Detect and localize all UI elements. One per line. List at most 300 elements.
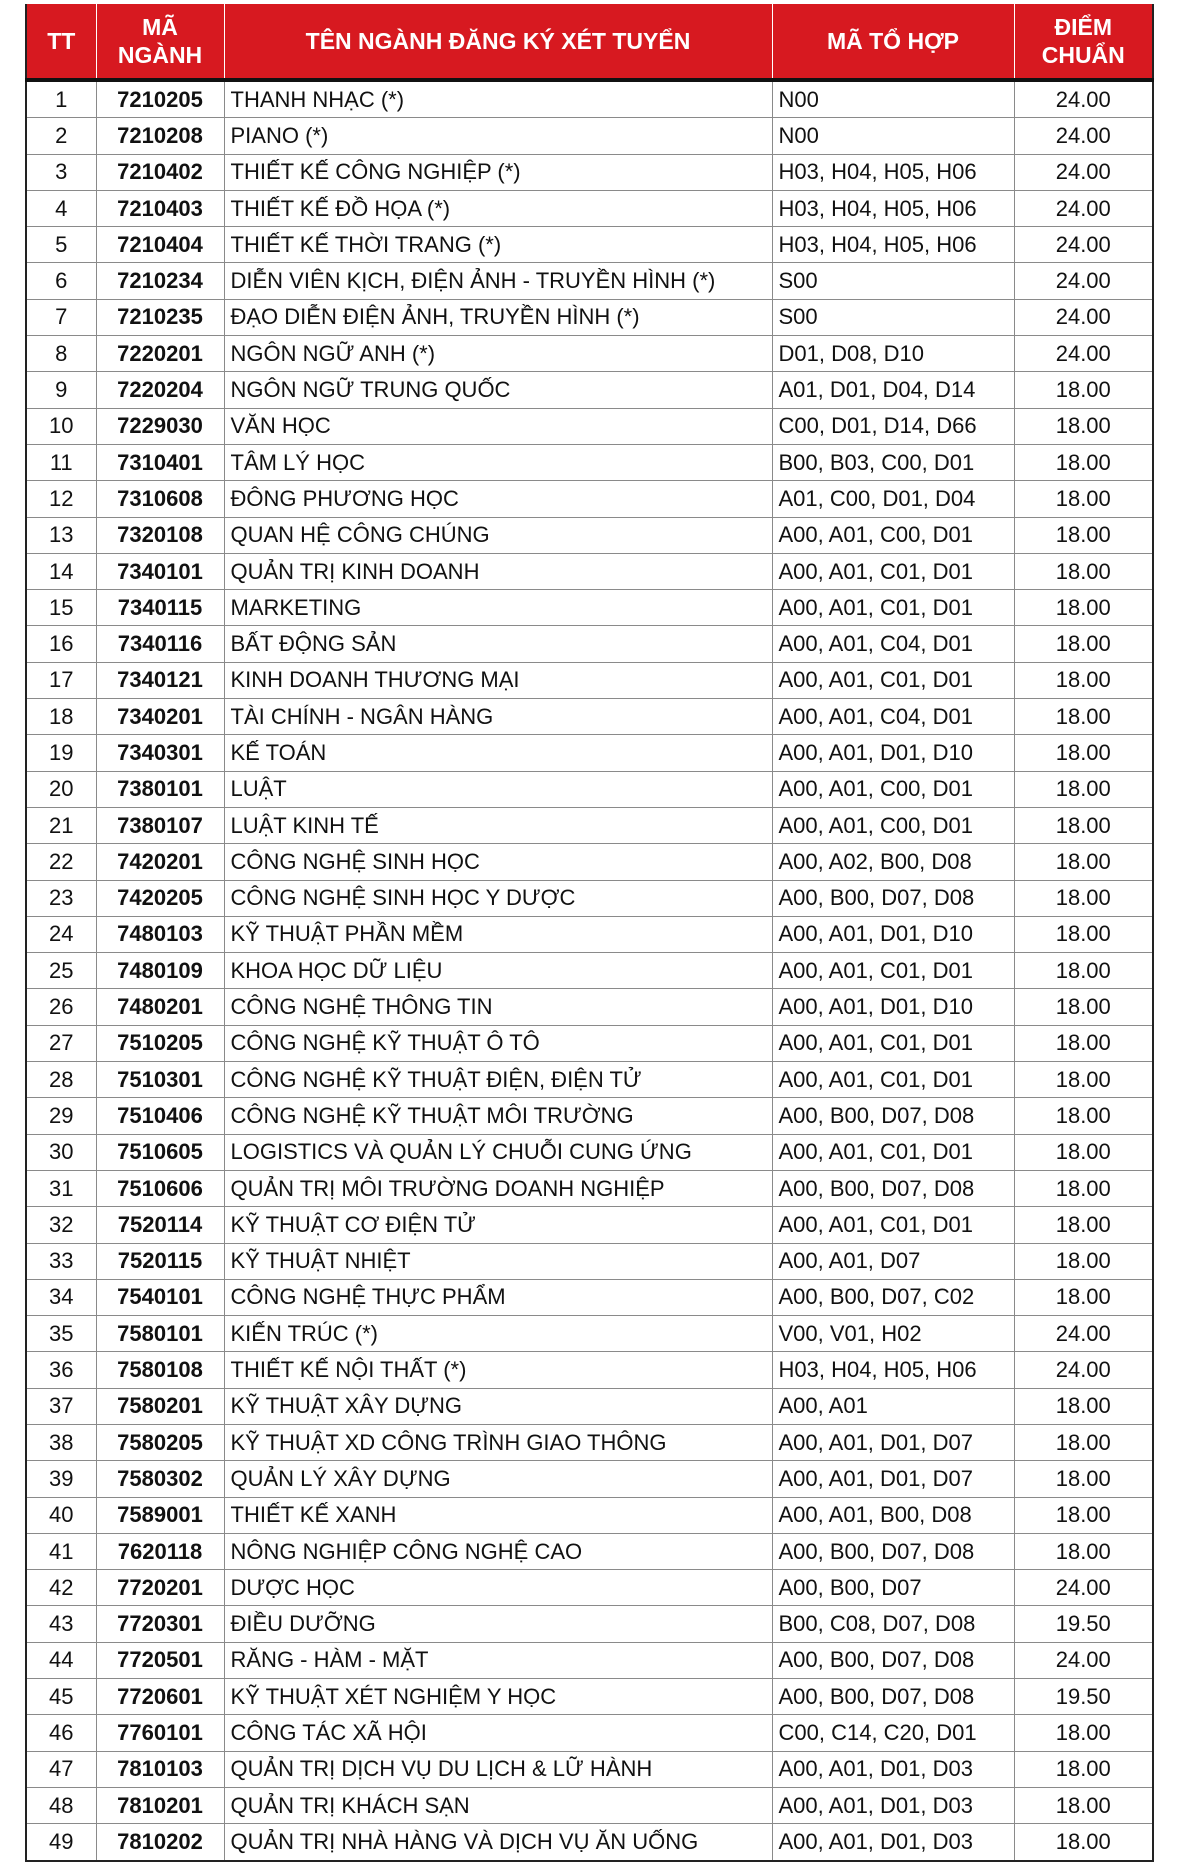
cell-ten-nganh: CÔNG NGHỆ SINH HỌC xyxy=(224,844,772,880)
table-row xyxy=(26,1570,1153,1606)
cell-tt: 32 xyxy=(26,1207,96,1243)
cell-ten-nganh: CÔNG NGHỆ THÔNG TIN xyxy=(224,989,772,1025)
cell-ten-nganh: QUAN HỆ CÔNG CHÚNG xyxy=(224,517,772,553)
cell-ten-nganh: TÀI CHÍNH - NGÂN HÀNG xyxy=(224,699,772,735)
table-row xyxy=(26,336,1153,372)
cell-tt: 12 xyxy=(26,481,96,517)
table-row xyxy=(26,1098,1153,1134)
header-to-hop-label: MÃ TỔ HỢP xyxy=(826,28,960,54)
cell-diem-chuan: 18.00 xyxy=(1014,807,1153,843)
header-ma-to-hop xyxy=(772,4,1014,80)
cell-tt: 36 xyxy=(26,1352,96,1388)
cell-ma-nganh: 7760101 xyxy=(96,1715,224,1751)
table-row xyxy=(26,444,1153,480)
table-row xyxy=(26,1170,1153,1206)
cell-ma-to-hop: N00 xyxy=(772,118,1014,154)
cell-ten-nganh: KỸ THUẬT XÉT NGHIỆM Y HỌC xyxy=(224,1679,772,1715)
cell-diem-chuan: 19.50 xyxy=(1014,1606,1153,1642)
cell-diem-chuan: 18.00 xyxy=(1014,1533,1153,1569)
cell-ten-nganh: KỸ THUẬT NHIỆT xyxy=(224,1243,772,1279)
table-row xyxy=(26,1787,1153,1823)
cell-ma-to-hop: A00, A01, C04, D01 xyxy=(772,699,1014,735)
cell-diem-chuan: 18.00 xyxy=(1014,1279,1153,1315)
cell-diem-chuan: 24.00 xyxy=(1014,154,1153,190)
cell-ma-to-hop: H03, H04, H05, H06 xyxy=(772,190,1014,226)
cell-tt: 4 xyxy=(26,190,96,226)
cell-ten-nganh: LUẬT KINH TẾ xyxy=(224,807,772,843)
cell-ma-nganh: 7510406 xyxy=(96,1098,224,1134)
cell-ma-to-hop: A00, A01, D07 xyxy=(772,1243,1014,1279)
cell-tt: 2 xyxy=(26,118,96,154)
cell-diem-chuan: 24.00 xyxy=(1014,263,1153,299)
cell-diem-chuan: 18.00 xyxy=(1014,1497,1153,1533)
cell-tt: 40 xyxy=(26,1497,96,1533)
cell-diem-chuan: 18.00 xyxy=(1014,1098,1153,1134)
table-row xyxy=(26,1134,1153,1170)
header-diem-line2: CHUẨN xyxy=(1041,42,1125,68)
cell-tt: 35 xyxy=(26,1316,96,1352)
admission-scores-table xyxy=(25,4,1154,1862)
table-row xyxy=(26,481,1153,517)
cell-ma-nganh: 7589001 xyxy=(96,1497,224,1533)
table-row xyxy=(26,1062,1153,1098)
cell-ma-nganh: 7510301 xyxy=(96,1062,224,1098)
cell-ma-to-hop: A01, C00, D01, D04 xyxy=(772,481,1014,517)
cell-ten-nganh: THIẾT KẾ ĐỒ HỌA (*) xyxy=(224,190,772,226)
cell-tt: 26 xyxy=(26,989,96,1025)
cell-diem-chuan: 18.00 xyxy=(1014,1715,1153,1751)
cell-diem-chuan: 24.00 xyxy=(1014,227,1153,263)
cell-ma-nganh: 7380107 xyxy=(96,807,224,843)
cell-ma-to-hop: A00, B00, D07, D08 xyxy=(772,1098,1014,1134)
cell-ten-nganh: CÔNG TÁC XÃ HỘI xyxy=(224,1715,772,1751)
cell-tt: 42 xyxy=(26,1570,96,1606)
cell-ma-to-hop: S00 xyxy=(772,299,1014,335)
cell-tt: 39 xyxy=(26,1461,96,1497)
table-row xyxy=(26,1424,1153,1460)
cell-ten-nganh: KỸ THUẬT PHẦN MỀM xyxy=(224,916,772,952)
cell-ma-nganh: 7220201 xyxy=(96,336,224,372)
cell-diem-chuan: 24.00 xyxy=(1014,299,1153,335)
cell-ten-nganh: QUẢN TRỊ DỊCH VỤ DU LỊCH & LỮ HÀNH xyxy=(224,1751,772,1787)
cell-tt: 8 xyxy=(26,336,96,372)
cell-ma-nganh: 7480103 xyxy=(96,916,224,952)
cell-ma-to-hop: A00, A01, C00, D01 xyxy=(772,517,1014,553)
table-row xyxy=(26,662,1153,698)
cell-diem-chuan: 18.00 xyxy=(1014,444,1153,480)
cell-ma-to-hop: A00, A01, C01, D01 xyxy=(772,590,1014,626)
cell-ten-nganh: NGÔN NGỮ TRUNG QUỐC xyxy=(224,372,772,408)
table-row xyxy=(26,626,1153,662)
cell-ten-nganh: THIẾT KẾ THỜI TRANG (*) xyxy=(224,227,772,263)
table-row xyxy=(26,1824,1153,1861)
cell-ma-to-hop: A00, A01, C00, D01 xyxy=(772,771,1014,807)
cell-tt: 45 xyxy=(26,1679,96,1715)
table-row xyxy=(26,771,1153,807)
table-row xyxy=(26,807,1153,843)
cell-ma-nganh: 7510606 xyxy=(96,1170,224,1206)
header-diem-chuan xyxy=(1014,4,1153,80)
cell-ma-to-hop: A00, A01, C01, D01 xyxy=(772,553,1014,589)
cell-ma-to-hop: A00, B00, D07, D08 xyxy=(772,1642,1014,1678)
cell-ma-nganh: 7420205 xyxy=(96,880,224,916)
cell-ma-to-hop: A00, A01, C01, D01 xyxy=(772,662,1014,698)
cell-tt: 16 xyxy=(26,626,96,662)
cell-ma-to-hop: A00, A01 xyxy=(772,1388,1014,1424)
table-row xyxy=(26,1497,1153,1533)
cell-ten-nganh: RĂNG - HÀM - MẶT xyxy=(224,1642,772,1678)
cell-ma-nganh: 7520115 xyxy=(96,1243,224,1279)
table-row xyxy=(26,553,1153,589)
cell-tt: 10 xyxy=(26,408,96,444)
cell-diem-chuan: 19.50 xyxy=(1014,1679,1153,1715)
cell-ma-nganh: 7480201 xyxy=(96,989,224,1025)
cell-ma-to-hop: C00, C14, C20, D01 xyxy=(772,1715,1014,1751)
cell-tt: 14 xyxy=(26,553,96,589)
table-row xyxy=(26,154,1153,190)
cell-ten-nganh: ĐẠO DIỄN ĐIỆN ẢNH, TRUYỀN HÌNH (*) xyxy=(224,299,772,335)
cell-diem-chuan: 18.00 xyxy=(1014,1388,1153,1424)
header-ma-line1: MÃ xyxy=(142,14,178,40)
cell-ten-nganh: LOGISTICS VÀ QUẢN LÝ CHUỖI CUNG ỨNG xyxy=(224,1134,772,1170)
cell-diem-chuan: 18.00 xyxy=(1014,1207,1153,1243)
cell-diem-chuan: 18.00 xyxy=(1014,553,1153,589)
cell-diem-chuan: 24.00 xyxy=(1014,1570,1153,1606)
cell-ten-nganh: KHOA HỌC DỮ LIỆU xyxy=(224,953,772,989)
cell-ten-nganh: BẤT ĐỘNG SẢN xyxy=(224,626,772,662)
cell-tt: 15 xyxy=(26,590,96,626)
cell-ten-nganh: PIANO (*) xyxy=(224,118,772,154)
cell-diem-chuan: 18.00 xyxy=(1014,844,1153,880)
cell-ma-to-hop: A00, B00, D07, C02 xyxy=(772,1279,1014,1315)
cell-ma-to-hop: B00, B03, C00, D01 xyxy=(772,444,1014,480)
table-row xyxy=(26,590,1153,626)
table-row xyxy=(26,1316,1153,1352)
cell-tt: 38 xyxy=(26,1424,96,1460)
cell-ma-to-hop: A00, A01, D01, D03 xyxy=(772,1751,1014,1787)
cell-ten-nganh: CÔNG NGHỆ THỰC PHẨM xyxy=(224,1279,772,1315)
cell-diem-chuan: 18.00 xyxy=(1014,517,1153,553)
table-row xyxy=(26,699,1153,735)
cell-ma-to-hop: A00, B00, D07, D08 xyxy=(772,1679,1014,1715)
cell-ma-nganh: 7580101 xyxy=(96,1316,224,1352)
cell-ma-to-hop: A00, A01, D01, D10 xyxy=(772,735,1014,771)
table-row xyxy=(26,1279,1153,1315)
cell-ma-to-hop: H03, H04, H05, H06 xyxy=(772,154,1014,190)
table-row xyxy=(26,1388,1153,1424)
header-ten-nganh xyxy=(224,4,772,80)
cell-ma-to-hop: A00, A01, D01, D10 xyxy=(772,989,1014,1025)
cell-ma-to-hop: A00, A01, C00, D01 xyxy=(772,807,1014,843)
cell-ma-nganh: 7210404 xyxy=(96,227,224,263)
cell-ma-nganh: 7210402 xyxy=(96,154,224,190)
cell-diem-chuan: 24.00 xyxy=(1014,1316,1153,1352)
header-diem-line1: ĐIỂM xyxy=(1054,14,1112,40)
cell-ma-to-hop: A00, A01, C01, D01 xyxy=(772,1207,1014,1243)
cell-ten-nganh: TÂM LÝ HỌC xyxy=(224,444,772,480)
cell-ma-nganh: 7580205 xyxy=(96,1424,224,1460)
cell-ten-nganh: KỸ THUẬT XD CÔNG TRÌNH GIAO THÔNG xyxy=(224,1424,772,1460)
cell-ten-nganh: VĂN HỌC xyxy=(224,408,772,444)
cell-ma-to-hop: A00, A01, C01, D01 xyxy=(772,1134,1014,1170)
cell-ten-nganh: QUẢN TRỊ KHÁCH SẠN xyxy=(224,1787,772,1823)
cell-diem-chuan: 24.00 xyxy=(1014,1642,1153,1678)
cell-ten-nganh: THIẾT KẾ XANH xyxy=(224,1497,772,1533)
cell-ma-to-hop: A00, A01, D01, D03 xyxy=(772,1824,1014,1861)
table-row xyxy=(26,1243,1153,1279)
cell-ten-nganh: THIẾT KẾ CÔNG NGHIỆP (*) xyxy=(224,154,772,190)
cell-ma-nganh: 7580108 xyxy=(96,1352,224,1388)
cell-tt: 13 xyxy=(26,517,96,553)
cell-ten-nganh: KINH DOANH THƯƠNG MẠI xyxy=(224,662,772,698)
cell-tt: 18 xyxy=(26,699,96,735)
cell-ten-nganh: MARKETING xyxy=(224,590,772,626)
cell-ten-nganh: KỸ THUẬT CƠ ĐIỆN TỬ xyxy=(224,1207,772,1243)
cell-ma-to-hop: S00 xyxy=(772,263,1014,299)
cell-ten-nganh: CÔNG NGHỆ KỸ THUẬT ĐIỆN, ĐIỆN TỬ xyxy=(224,1062,772,1098)
cell-tt: 9 xyxy=(26,372,96,408)
cell-tt: 5 xyxy=(26,227,96,263)
cell-ma-nganh: 7310401 xyxy=(96,444,224,480)
cell-tt: 21 xyxy=(26,807,96,843)
table-row xyxy=(26,1679,1153,1715)
cell-tt: 29 xyxy=(26,1098,96,1134)
cell-ma-to-hop: N00 xyxy=(772,80,1014,118)
cell-ma-to-hop: B00, C08, D07, D08 xyxy=(772,1606,1014,1642)
table-row xyxy=(26,844,1153,880)
cell-ma-nganh: 7210403 xyxy=(96,190,224,226)
cell-diem-chuan: 18.00 xyxy=(1014,880,1153,916)
cell-ten-nganh: ĐIỀU DƯỠNG xyxy=(224,1606,772,1642)
cell-diem-chuan: 18.00 xyxy=(1014,626,1153,662)
cell-ma-nganh: 7580302 xyxy=(96,1461,224,1497)
cell-tt: 48 xyxy=(26,1787,96,1823)
admission-scores-table-container xyxy=(25,4,1152,1862)
cell-ma-nganh: 7720201 xyxy=(96,1570,224,1606)
cell-tt: 33 xyxy=(26,1243,96,1279)
cell-ten-nganh: KIẾN TRÚC (*) xyxy=(224,1316,772,1352)
cell-tt: 41 xyxy=(26,1533,96,1569)
cell-tt: 44 xyxy=(26,1642,96,1678)
cell-ma-to-hop: A01, D01, D04, D14 xyxy=(772,372,1014,408)
cell-ma-nganh: 7340115 xyxy=(96,590,224,626)
table-row xyxy=(26,1207,1153,1243)
cell-ma-nganh: 7810202 xyxy=(96,1824,224,1861)
header-tt xyxy=(26,4,96,80)
cell-ma-nganh: 7380101 xyxy=(96,771,224,807)
cell-ten-nganh: NGÔN NGỮ ANH (*) xyxy=(224,336,772,372)
cell-ma-nganh: 7510605 xyxy=(96,1134,224,1170)
cell-tt: 34 xyxy=(26,1279,96,1315)
cell-ma-to-hop: A00, A01, C01, D01 xyxy=(772,953,1014,989)
cell-tt: 7 xyxy=(26,299,96,335)
table-row xyxy=(26,227,1153,263)
cell-diem-chuan: 18.00 xyxy=(1014,590,1153,626)
cell-diem-chuan: 18.00 xyxy=(1014,699,1153,735)
cell-diem-chuan: 24.00 xyxy=(1014,336,1153,372)
cell-tt: 17 xyxy=(26,662,96,698)
cell-tt: 6 xyxy=(26,263,96,299)
cell-tt: 19 xyxy=(26,735,96,771)
cell-ten-nganh: QUẢN TRỊ KINH DOANH xyxy=(224,553,772,589)
cell-ma-nganh: 7210208 xyxy=(96,118,224,154)
cell-diem-chuan: 18.00 xyxy=(1014,1134,1153,1170)
table-row xyxy=(26,735,1153,771)
header-tt-label: TT xyxy=(47,28,76,54)
cell-ma-to-hop: A00, A01, D01, D07 xyxy=(772,1461,1014,1497)
cell-ma-to-hop: D01, D08, D10 xyxy=(772,336,1014,372)
cell-ma-nganh: 7340116 xyxy=(96,626,224,662)
cell-tt: 24 xyxy=(26,916,96,952)
cell-ma-nganh: 7210205 xyxy=(96,80,224,118)
cell-tt: 1 xyxy=(26,80,96,118)
table-row xyxy=(26,880,1153,916)
table-row xyxy=(26,1025,1153,1061)
table-row xyxy=(26,118,1153,154)
cell-diem-chuan: 18.00 xyxy=(1014,1025,1153,1061)
cell-ma-to-hop: A00, A01, D01, D03 xyxy=(772,1787,1014,1823)
table-row xyxy=(26,263,1153,299)
cell-ten-nganh: KỸ THUẬT XÂY DỰNG xyxy=(224,1388,772,1424)
cell-tt: 23 xyxy=(26,880,96,916)
cell-ten-nganh: QUẢN TRỊ MÔI TRƯỜNG DOANH NGHIỆP xyxy=(224,1170,772,1206)
cell-tt: 20 xyxy=(26,771,96,807)
header-ma-line2: NGÀNH xyxy=(117,42,203,68)
cell-ma-nganh: 7720301 xyxy=(96,1606,224,1642)
cell-ma-to-hop: V00, V01, H02 xyxy=(772,1316,1014,1352)
cell-diem-chuan: 18.00 xyxy=(1014,1170,1153,1206)
cell-tt: 46 xyxy=(26,1715,96,1751)
cell-tt: 3 xyxy=(26,154,96,190)
cell-ten-nganh: CÔNG NGHỆ KỸ THUẬT MÔI TRƯỜNG xyxy=(224,1098,772,1134)
cell-diem-chuan: 24.00 xyxy=(1014,118,1153,154)
table-row xyxy=(26,1461,1153,1497)
cell-diem-chuan: 18.00 xyxy=(1014,662,1153,698)
header-ten-label: TÊN NGÀNH ĐĂNG KÝ XÉT TUYỂN xyxy=(305,28,691,54)
table-body xyxy=(26,80,1153,1861)
table-row xyxy=(26,1715,1153,1751)
table-row xyxy=(26,80,1153,118)
cell-ma-nganh: 7320108 xyxy=(96,517,224,553)
cell-ten-nganh: QUẢN TRỊ NHÀ HÀNG VÀ DỊCH VỤ ĂN UỐNG xyxy=(224,1824,772,1861)
table-row xyxy=(26,372,1153,408)
cell-diem-chuan: 24.00 xyxy=(1014,190,1153,226)
cell-diem-chuan: 18.00 xyxy=(1014,771,1153,807)
cell-ten-nganh: LUẬT xyxy=(224,771,772,807)
table-row xyxy=(26,989,1153,1025)
table-header xyxy=(26,4,1153,80)
cell-ma-nganh: 7210234 xyxy=(96,263,224,299)
table-row xyxy=(26,1352,1153,1388)
cell-ma-nganh: 7310608 xyxy=(96,481,224,517)
cell-ten-nganh: THANH NHẠC (*) xyxy=(224,80,772,118)
cell-ma-nganh: 7720601 xyxy=(96,1679,224,1715)
cell-tt: 31 xyxy=(26,1170,96,1206)
cell-ten-nganh: KẾ TOÁN xyxy=(224,735,772,771)
cell-diem-chuan: 18.00 xyxy=(1014,735,1153,771)
cell-ma-nganh: 7340201 xyxy=(96,699,224,735)
cell-ma-nganh: 7229030 xyxy=(96,408,224,444)
table-row xyxy=(26,1751,1153,1787)
cell-ma-nganh: 7480109 xyxy=(96,953,224,989)
table-row xyxy=(26,1533,1153,1569)
cell-ma-to-hop: A00, A01, C04, D01 xyxy=(772,626,1014,662)
cell-ma-to-hop: A00, A01, C01, D01 xyxy=(772,1062,1014,1098)
cell-tt: 37 xyxy=(26,1388,96,1424)
cell-ten-nganh: DIỄN VIÊN KỊCH, ĐIỆN ẢNH - TRUYỀN HÌNH (*) xyxy=(224,263,772,299)
cell-ma-to-hop: A00, A02, B00, D08 xyxy=(772,844,1014,880)
cell-ma-nganh: 7540101 xyxy=(96,1279,224,1315)
cell-ten-nganh: DƯỢC HỌC xyxy=(224,1570,772,1606)
cell-diem-chuan: 18.00 xyxy=(1014,953,1153,989)
table-row xyxy=(26,1642,1153,1678)
cell-ma-nganh: 7420201 xyxy=(96,844,224,880)
cell-ma-nganh: 7720501 xyxy=(96,1642,224,1678)
cell-ma-to-hop: A00, A01, D01, D07 xyxy=(772,1424,1014,1460)
cell-tt: 22 xyxy=(26,844,96,880)
cell-ma-nganh: 7810103 xyxy=(96,1751,224,1787)
cell-diem-chuan: 18.00 xyxy=(1014,1424,1153,1460)
cell-tt: 43 xyxy=(26,1606,96,1642)
cell-ten-nganh: THIẾT KẾ NỘI THẤT (*) xyxy=(224,1352,772,1388)
cell-ma-nganh: 7340121 xyxy=(96,662,224,698)
table-row xyxy=(26,299,1153,335)
cell-ma-to-hop: A00, B00, D07, D08 xyxy=(772,880,1014,916)
cell-tt: 30 xyxy=(26,1134,96,1170)
table-row xyxy=(26,190,1153,226)
cell-diem-chuan: 18.00 xyxy=(1014,1751,1153,1787)
cell-diem-chuan: 18.00 xyxy=(1014,1787,1153,1823)
cell-tt: 27 xyxy=(26,1025,96,1061)
cell-ma-nganh: 7620118 xyxy=(96,1533,224,1569)
cell-diem-chuan: 18.00 xyxy=(1014,1243,1153,1279)
cell-diem-chuan: 24.00 xyxy=(1014,80,1153,118)
cell-diem-chuan: 18.00 xyxy=(1014,1062,1153,1098)
cell-ma-to-hop: H03, H04, H05, H06 xyxy=(772,227,1014,263)
cell-diem-chuan: 18.00 xyxy=(1014,481,1153,517)
cell-diem-chuan: 18.00 xyxy=(1014,372,1153,408)
cell-ma-nganh: 7580201 xyxy=(96,1388,224,1424)
table-row xyxy=(26,408,1153,444)
cell-tt: 25 xyxy=(26,953,96,989)
header-row xyxy=(26,4,1153,80)
cell-ma-nganh: 7210235 xyxy=(96,299,224,335)
cell-ma-nganh: 7510205 xyxy=(96,1025,224,1061)
cell-ma-to-hop: A00, B00, D07, D08 xyxy=(772,1533,1014,1569)
cell-diem-chuan: 18.00 xyxy=(1014,408,1153,444)
table-row xyxy=(26,953,1153,989)
cell-ma-to-hop: A00, A01, B00, D08 xyxy=(772,1497,1014,1533)
header-ma-nganh xyxy=(96,4,224,80)
cell-ten-nganh: CÔNG NGHỆ SINH HỌC Y DƯỢC xyxy=(224,880,772,916)
cell-ma-nganh: 7520114 xyxy=(96,1207,224,1243)
cell-ten-nganh: CÔNG NGHỆ KỸ THUẬT Ô TÔ xyxy=(224,1025,772,1061)
cell-ten-nganh: NÔNG NGHIỆP CÔNG NGHỆ CAO xyxy=(224,1533,772,1569)
cell-diem-chuan: 24.00 xyxy=(1014,1352,1153,1388)
cell-ma-nganh: 7810201 xyxy=(96,1787,224,1823)
table-row xyxy=(26,916,1153,952)
table-row xyxy=(26,517,1153,553)
cell-ma-nganh: 7340301 xyxy=(96,735,224,771)
cell-tt: 28 xyxy=(26,1062,96,1098)
table-row xyxy=(26,1606,1153,1642)
cell-diem-chuan: 18.00 xyxy=(1014,1461,1153,1497)
cell-ma-to-hop: H03, H04, H05, H06 xyxy=(772,1352,1014,1388)
cell-ma-to-hop: A00, A01, C01, D01 xyxy=(772,1025,1014,1061)
cell-diem-chuan: 18.00 xyxy=(1014,989,1153,1025)
cell-tt: 49 xyxy=(26,1824,96,1861)
cell-ma-to-hop: A00, B00, D07 xyxy=(772,1570,1014,1606)
